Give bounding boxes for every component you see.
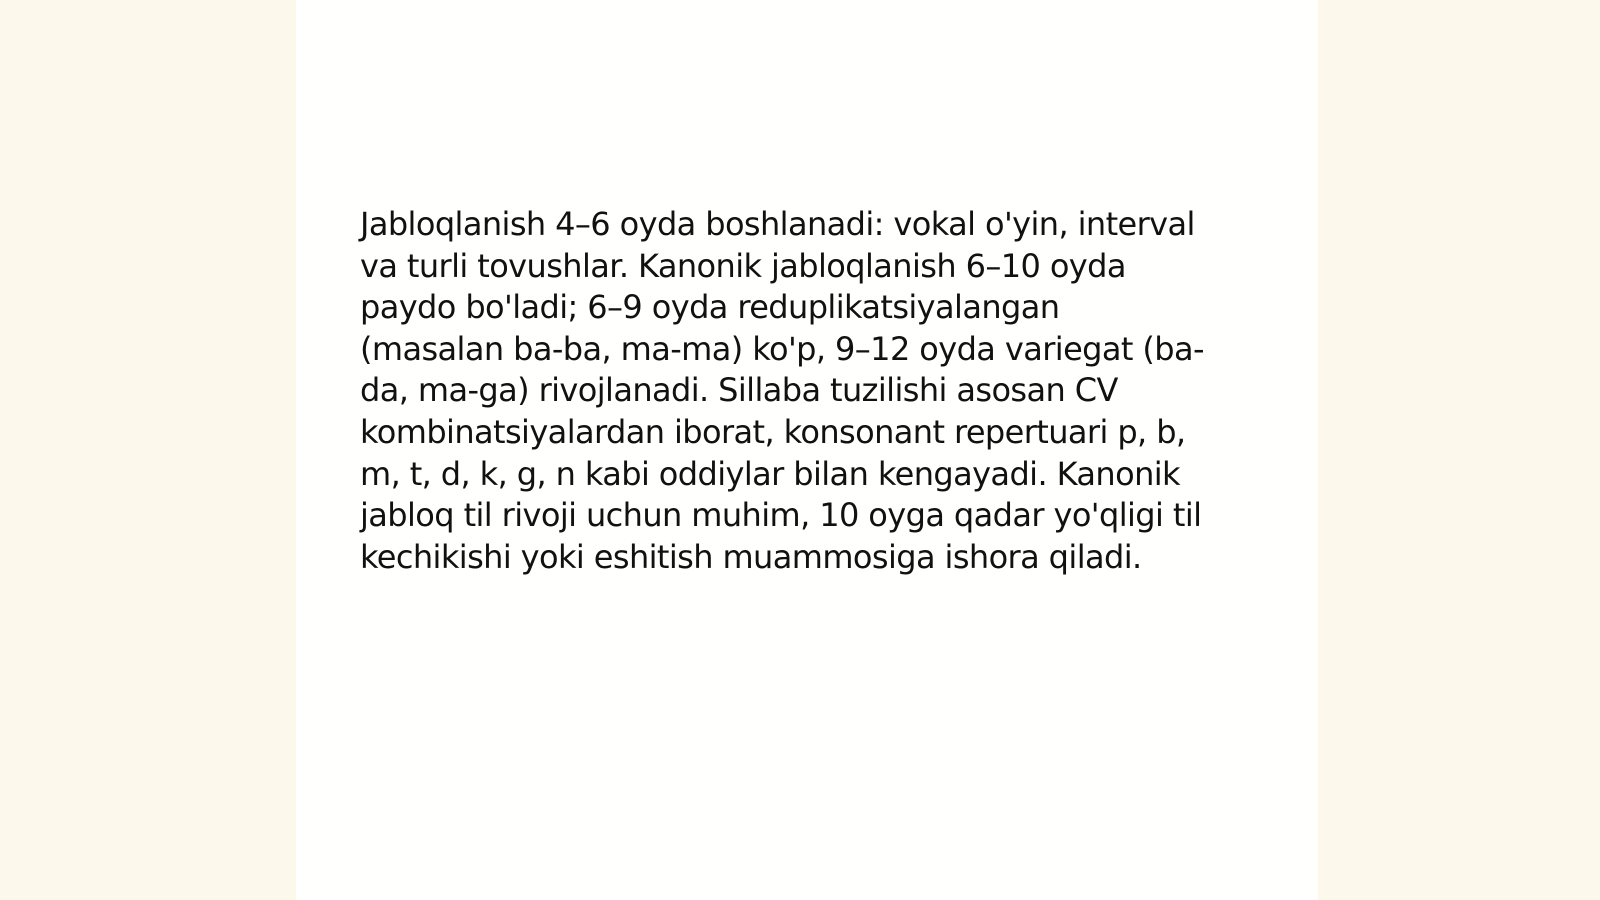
paragraph-line: (masalan ba-ba, ma-ma) ko'p, 9–12 oyda variegat (ba-: [360, 329, 1204, 368]
paragraph-line: kechikishi yoki eshitish muammosiga ishora qiladi.: [360, 537, 1142, 576]
paragraph-line: va turli tovushlar. Kanonik jabloqlanish 6–10 oyda: [360, 246, 1126, 285]
paragraph-line: m, t, d, k, g, n kabi oddiylar bilan kengayadi. Kanonik: [360, 454, 1180, 493]
document-page: [296, 0, 1318, 900]
paragraph-line: da, ma-ga) rivojlanadi. Sillaba tuzilishi asosan CV: [360, 371, 1118, 410]
body-paragraph: [360, 204, 1260, 578]
paragraph-line: paydo bo'ladi; 6–9 oyda reduplikatsiyalangan: [360, 288, 1060, 327]
paragraph-line: kombinatsiyalardan iborat, konsonant repertuari p, b,: [360, 412, 1186, 451]
paragraph-line: Jabloqlanish 4–6 oyda boshlanadi: vokal o'yin, interval: [360, 205, 1195, 243]
paragraph-line: jabloq til rivoji uchun muhim, 10 oyga qadar yo'qligi til: [360, 496, 1202, 535]
